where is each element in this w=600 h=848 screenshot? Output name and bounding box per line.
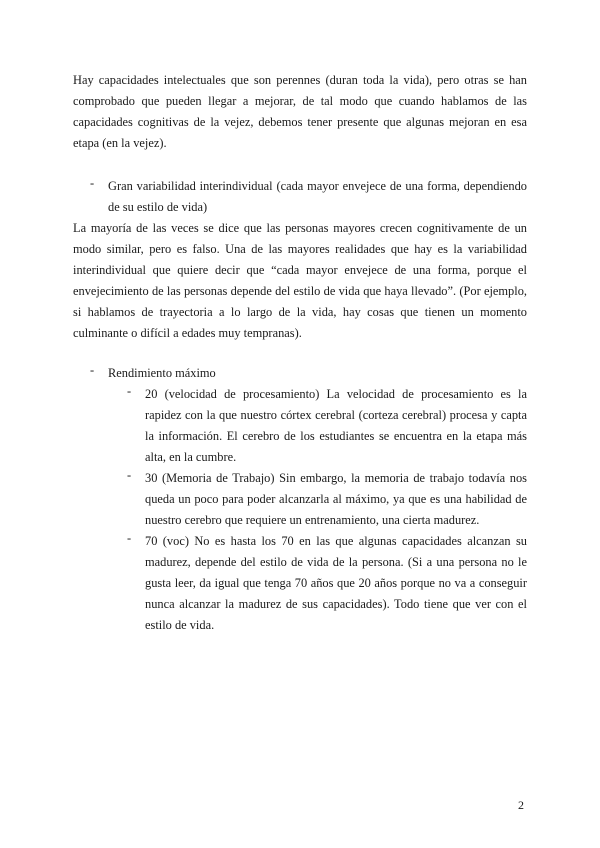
sub-bullet-working-memory (127, 468, 527, 531)
bullet-max-performance (90, 363, 527, 384)
variability-paragraph: La mayoría de las veces se dice que las personas mayores crecen cognitivamente de un modo similar, pero es falso. Una de las mayores realidades que hay es la variabilidad interindividual que quiere decir que “cada mayor envejece de una forma, porque el envejecimiento de las personas depende del estilo de vida que haya llevado”. (Por ejemplo, si hablamos de trayectoria a lo largo de la vida, hay cosas que tienen un momento culminante o difícil a edades muy tempranas). (73, 221, 527, 340)
sub-bullet-text: 20 (velocidad de procesamiento) La velocidad de procesamiento es la rapidez con la que nuestro córtex cerebral (corteza cerebral) procesa y capta la información. El cerebro de los estudiantes se encuentra en la etapa más alta, en la cumbre. (145, 387, 527, 464)
bullet-marker: - (127, 384, 132, 398)
bullet-variability-text: Gran variabilidad interindividual (cada mayor envejece de una forma, dependiendo de su estilo de vida) (108, 179, 527, 214)
sub-bullet-text: 30 (Memoria de Trabajo) Sin embargo, la memoria de trabajo todavía nos queda un poco para poder alcanzarla al máximo, ya que es una habilidad de nuestro cerebro que requiere un entrenamiento, una cierta madurez. (145, 471, 527, 527)
bullet-variability (90, 176, 527, 218)
bullet-marker: - (90, 363, 95, 377)
bullet-marker: - (127, 531, 132, 545)
intro-paragraph: Hay capacidades intelectuales que son perennes (duran toda la vida), pero otras se han comprobado que pueden llegar a mejorar, de tal modo que cuando hablamos de las capacidades cognitivas de la vejez, debemos tener presente que algunas mejoran en esa etapa (en la vejez). (73, 73, 527, 150)
sub-bullet-vocabulary (127, 531, 527, 636)
page-number: 2 (518, 798, 524, 812)
sub-bullet-text: 70 (voc) No es hasta los 70 en las que algunas capacidades alcanzan su madurez, depende del estilo de vida de la persona. (Si a una persona no le gusta leer, da igual que tenga 70 años que 20 años porque no va a conseguir nunca alcanzar la madurez de sus capacidades). Todo tiene que ver con el estilo de vida. (145, 534, 527, 632)
bullet-marker: - (90, 176, 95, 190)
bullet-max-performance-text: Rendimiento máximo (108, 366, 216, 380)
bullet-marker: - (127, 468, 132, 482)
sub-bullet-processing-speed (127, 384, 527, 468)
